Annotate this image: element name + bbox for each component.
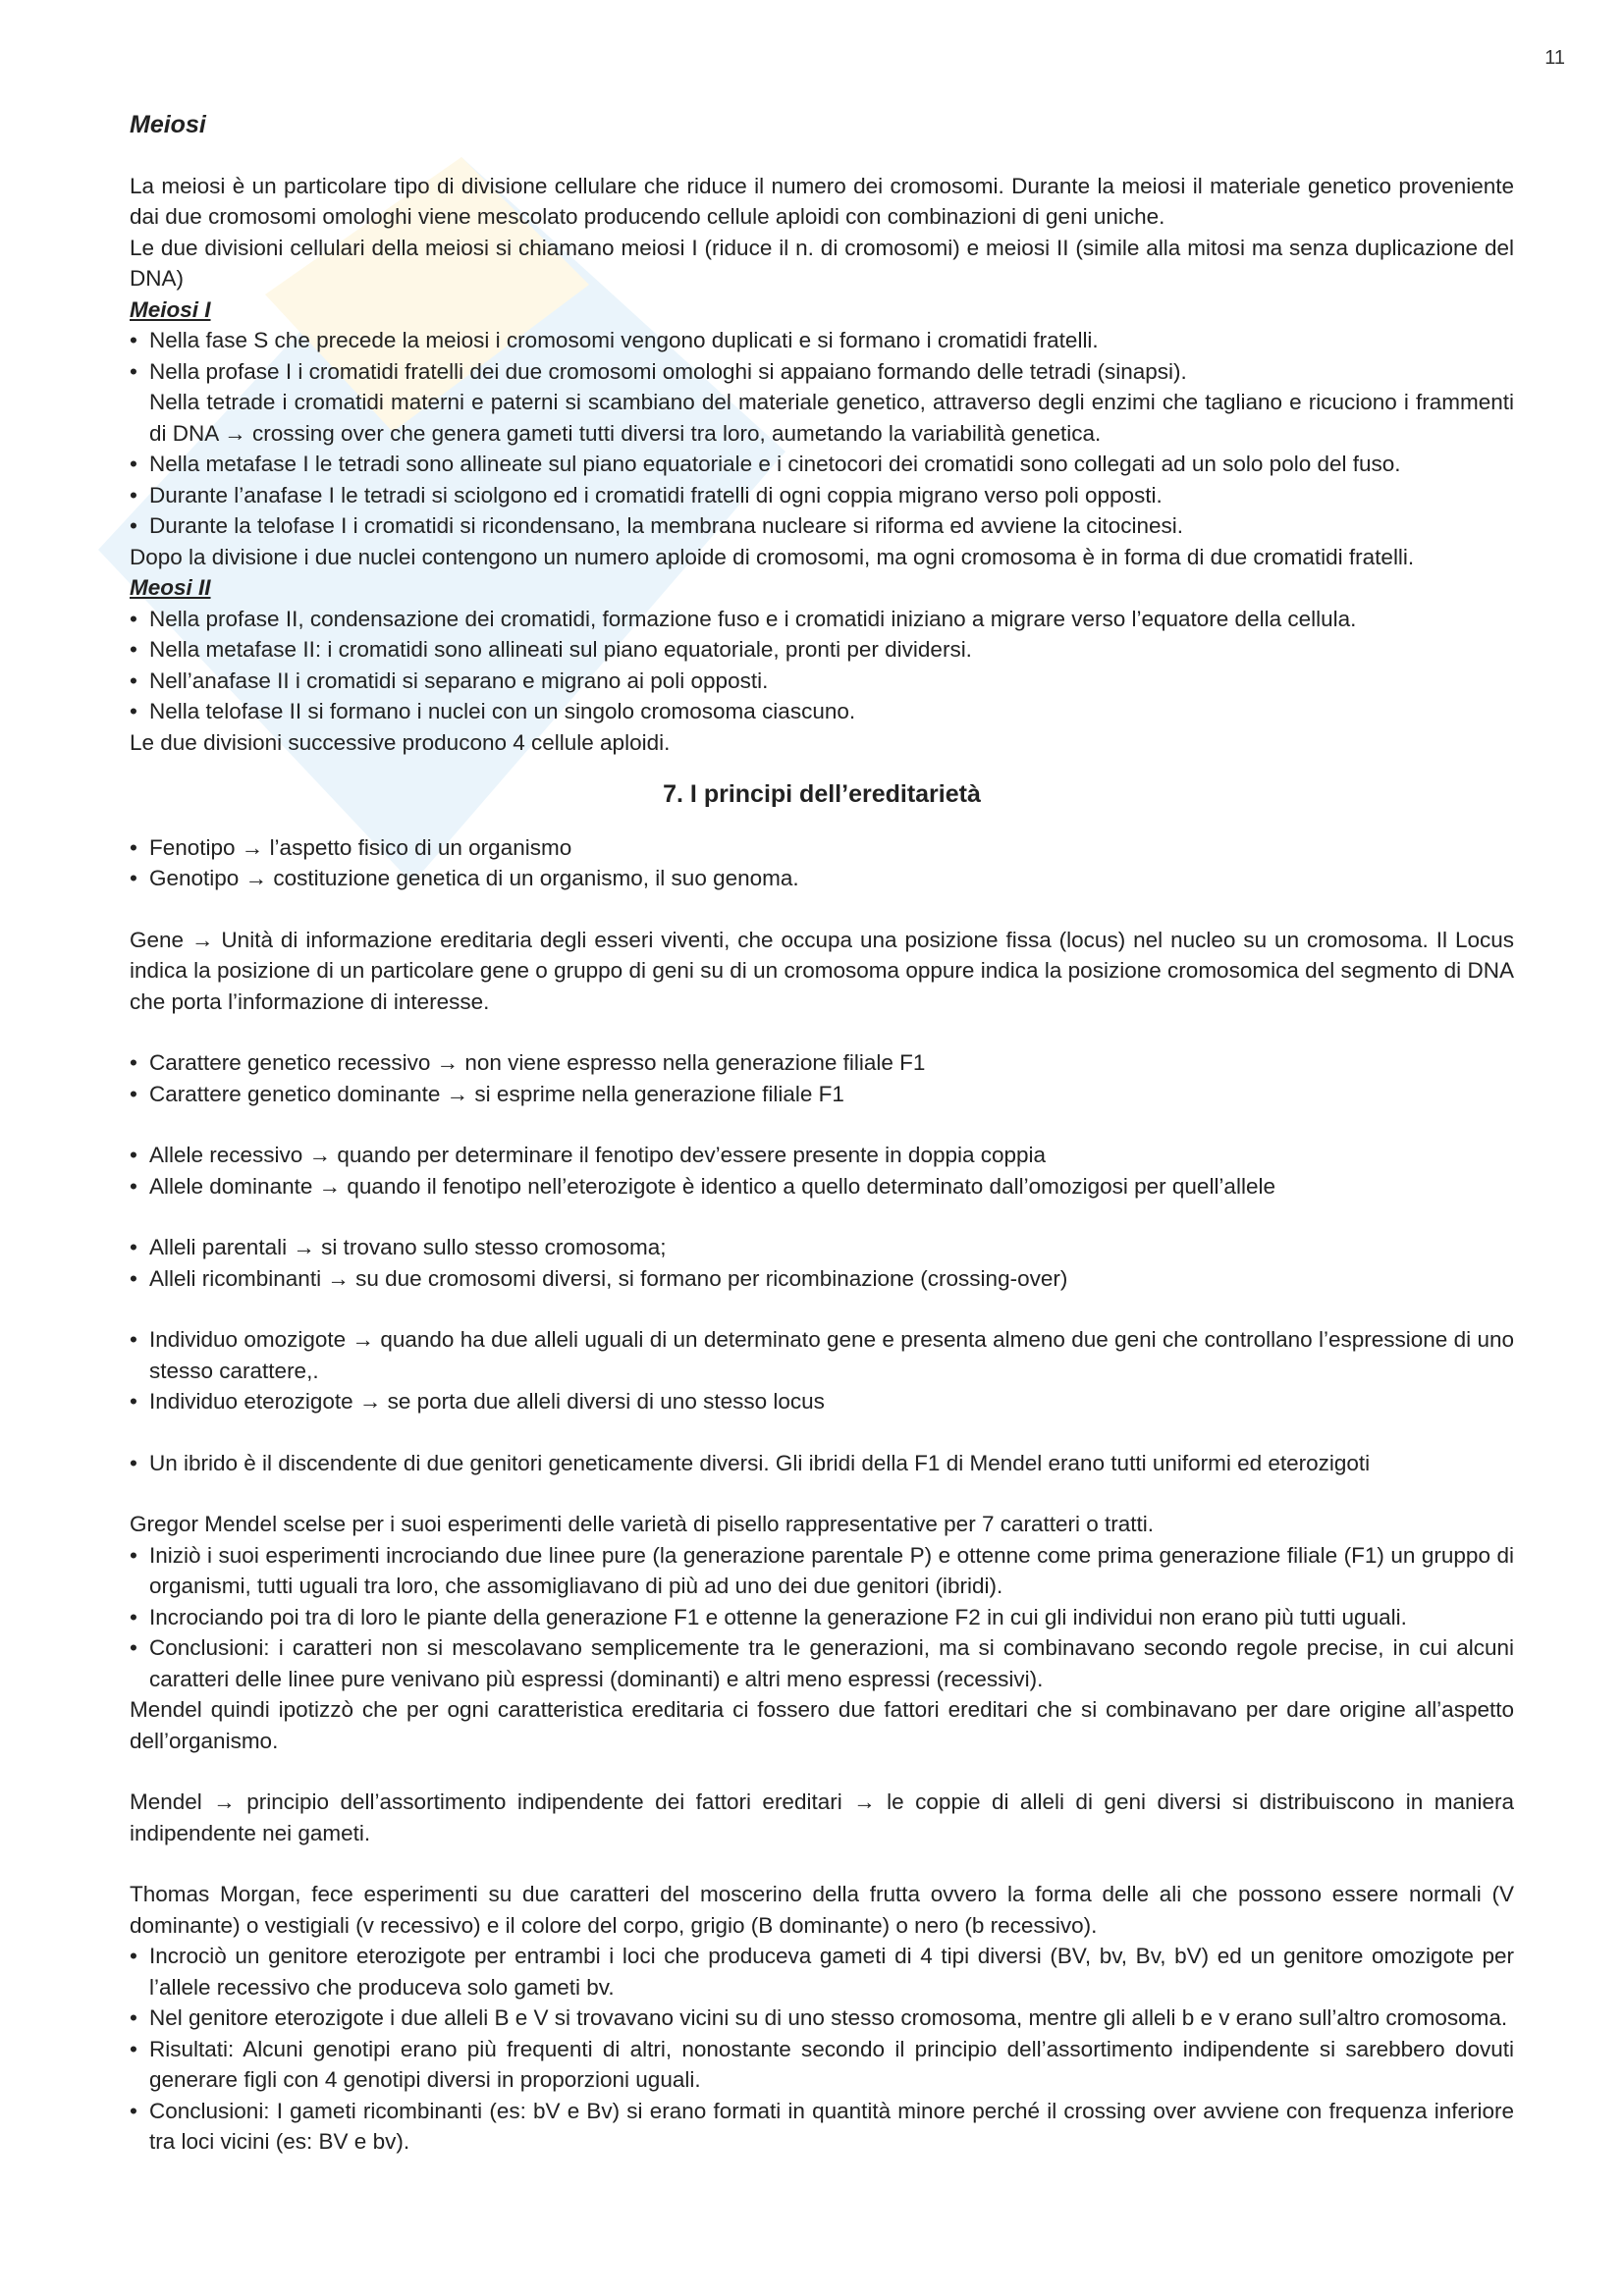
profase-1-text: Nella profase I i cromatidi fratelli dei due cromosomi omologhi si appaiano formando delle tetradi (sinapsi). [149,358,1187,384]
meiosi-intro-2: Le due divisioni cellulari della meiosi si chiamano meiosi I (riduce il n. di cromosomi) e meiosi II (simile alla mitosi ma senza duplicazione del DNA) [130,235,1514,291]
meiosi-1-list [130,325,1514,542]
carattere-list [130,1047,1514,1109]
list-item: • Carattere genetico recessivo → non viene espresso nella generazione filiale F1 [130,1047,1514,1079]
list-item: • Individuo omozigote → quando ha due alleli uguali di un determinato gene e presenta almeno due geni che controllano l’espressione di uno stesso carattere,. [130,1324,1514,1386]
list-item: • Genotipo → costituzione genetica di un organismo, il suo genoma. [130,863,1514,894]
list-item: • Incrociò un genitore eterozigote per entrambi i loci che produceva gameti di 4 tipi diversi (BV, bv, Bv, bV) ed un genitore omozigote per l’allele recessivo che produceva solo gameti bv. [130,1941,1514,2002]
profase-1-detail: Nella tetrade i cromatidi materni e paterni si scambiano del materiale genetico, attraverso degli enzimi che tagliano e ricuciono i frammenti di DNA → crossing over che genera gameti tutti diversi tra loro, aumetando la variabilità genetica. [149,390,1514,446]
list-item: • Conclusioni: i caratteri non si mescolavano semplicemente tra le generazioni, ma si combinavano secondo regole precise, in cui alcuni caratteri delle linee pure venivano più espressi (dominanti) e altri meno espressi (recessivi). [130,1632,1514,1694]
list-item: • Durante l’anafase I le tetradi si sciolgono ed i cromatidi fratelli di ogni coppia migrano verso poli opposti. [130,480,1514,511]
list-item: • Iniziò i suoi esperimenti incrociando due linee pure (la generazione parentale P) e ottenne come prima generazione filiale (F1) un gruppo di organismi, tutti uguali tra loro, che assomigliavano di più ad uno dei due genitori (ibridi). [130,1540,1514,1602]
list-item: • Nel genitore eterozigote i due alleli B e V si trovavano vicini su di uno stesso cromosoma, mentre gli alleli b e v erano sull’altro cromosoma. [130,2002,1514,2034]
meiosi-intro-1: La meiosi è un particolare tipo di divisione cellulare che riduce il numero dei cromosomi. Durante la meiosi il materiale genetico proveniente dai due cromosomi omologhi viene mescolato producendo cellule aploidi con combinazioni di geni uniche. [130,173,1514,229]
after-division-text: Dopo la divisione i due nuclei contengono un numero aploide di cromosomi, ma ogni cromosoma è in forma di due cromatidi fratelli. [130,544,1415,569]
page-number: 11 [1544,47,1565,69]
subtitle-meiosi-2: Meosi II [130,575,211,600]
list-item: • Conclusioni: I gameti ricombinanti (es: bV e Bv) si erano formati in quantità minore perché il crossing over avviene con frequenza inferiore tra loci vicini (es: BV e bv). [130,2096,1514,2158]
list-item: • Individuo eterozigote → se porta due alleli diversi di uno stesso locus [130,1386,1514,1417]
list-item: • Fenotipo → l’aspetto fisico di un organismo [130,832,1514,864]
subtitle-meiosi-1: Meiosi I [130,296,211,322]
list-item: • Risultati: Alcuni genotipi erano più frequenti di altri, nonostante secondo il principio dell’assortimento indipendente si sarebbero dovuti generare figli con 4 genotipi diversi in proporzioni uguali. [130,2034,1514,2096]
list-item: • Incrociando poi tra di loro le piante della generazione F1 e ottenne la generazione F2 in cui gli individui non erano più tutti uguali. [130,1602,1514,1633]
list-item: • Allele recessivo → quando per determinare il fenotipo dev’essere presente in doppia coppia [130,1140,1514,1171]
mendel-hypothesis: Mendel quindi ipotizzò che per ogni caratteristica ereditaria ci fossero due fattori ereditari che si combinavano per dare origine all’aspetto dell’organismo. [130,1697,1514,1753]
assortimento-principle: Mendel → principio dell’assortimento indipendente dei fattori ereditari → le coppie di alleli di geni diversi si distribuiscono in maniera indipendente nei gameti. [130,1789,1514,1845]
morgan-list [130,1941,1514,2158]
list-item: • Nell’anafase II i cromatidi si separano e migrano ai poli opposti. [130,666,1514,697]
meiosi-2-list [130,604,1514,727]
list-item: • Durante la telofase I i cromatidi si ricondensano, la membrana nucleare si riforma ed avviene la citocinesi. [130,510,1514,542]
list-item: • Nella metafase I le tetradi sono allineate sul piano equatoriale e i cinetocori dei cromatidi sono collegati ad un solo polo del fuso. [130,449,1514,480]
ibrido-list [130,1448,1514,1479]
list-item: • Alleli ricombinanti → su due cromosomi diversi, si formano per ricombinazione (crossing-over) [130,1263,1514,1295]
mendel-list [130,1540,1514,1695]
list-item: • Carattere genetico dominante → si esprime nella generazione filiale F1 [130,1079,1514,1110]
list-item: • Alleli parentali → si trovano sullo stesso cromosoma; [130,1232,1514,1263]
allele-list [130,1140,1514,1201]
list-item: • Nella telofase II si formano i nuclei con un singolo cromosoma ciascuno. [130,696,1514,727]
individuo-list [130,1324,1514,1417]
mendel-intro: Gregor Mendel scelse per i suoi esperimenti delle varietà di pisello rappresentative per 7 caratteri o tratti. [130,1512,1155,1536]
list-item: • Un ibrido è il discendente di due genitori geneticamente diversi. Gli ibridi della F1 di Mendel erano tutti uniformi ed eterozigoti [130,1448,1514,1479]
page-content [130,110,1514,2158]
section-title-meiosi: Meiosi [130,111,206,138]
list-item: • Nella metafase II: i cromatidi sono allineati sul piano equatoriale, pronti per dividersi. [130,634,1514,666]
alleli-list [130,1232,1514,1294]
morgan-intro: Thomas Morgan, fece esperimenti su due caratteri del moscerino della frutta ovvero la forma delle ali che possono essere normali (V dominante) o vestigiali (v recessivo) e il colore del corpo, grigio (B dominante) o nero (b recessivo). [130,1882,1514,1938]
gene-definition: Gene → Unità di informazione ereditaria degli esseri viventi, che occupa una posizione fissa (locus) nel nucleo su un cromosoma. Il Locus indica la posizione di un particolare gene o gruppo di geni su di un cromosoma oppure indica la posizione cromosomica del segmento di DNA che porta l’informazione di interesse. [130,927,1514,1014]
fenotipo-genotipo-list [130,832,1514,894]
list-item: • Nella fase S che precede la meiosi i cromosomi vengono duplicati e si formano i cromatidi fratelli. [130,325,1514,356]
chapter-title: 7. I principi dell’ereditarietà [663,780,981,808]
meiosi-conclusion: Le due divisioni successive producono 4 cellule aploidi. [130,729,671,755]
list-item: • Allele dominante → quando il fenotipo nell’eterozigote è identico a quello determinato dall’omozigosi per quell’allele [130,1171,1514,1202]
list-item [130,356,1514,450]
list-item: • Nella profase II, condensazione dei cromatidi, formazione fuso e i cromatidi iniziano a migrare verso l’equatore della cellula. [130,604,1514,635]
